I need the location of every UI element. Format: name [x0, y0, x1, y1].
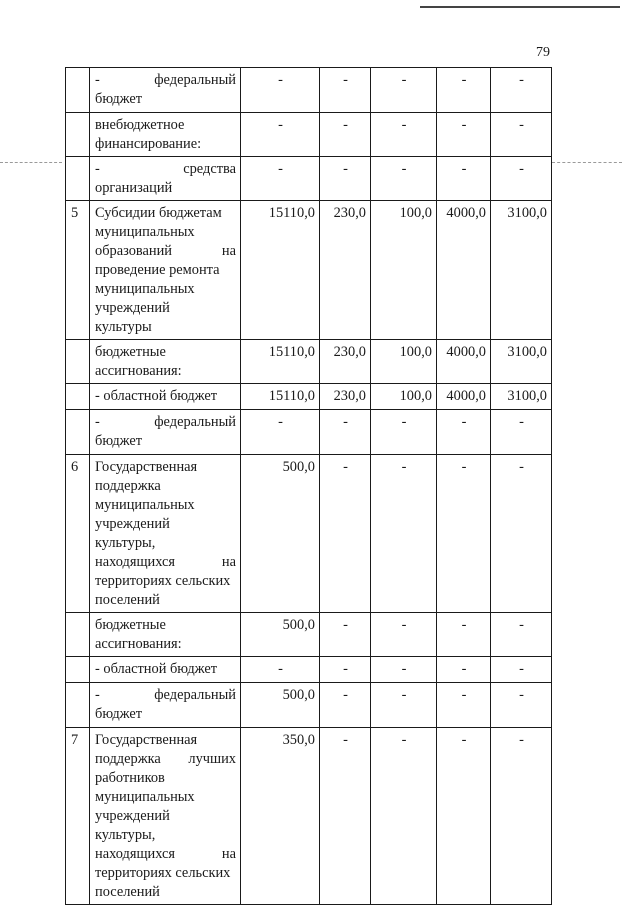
description-line: культуры, — [95, 827, 156, 843]
value-cell: - — [437, 728, 491, 905]
description-line: муниципальных — [95, 497, 195, 513]
row-number: 7 — [66, 728, 90, 905]
value-cell: - — [491, 683, 552, 728]
value-cell: - — [320, 657, 371, 683]
table-row — [66, 455, 552, 613]
table-row — [66, 157, 552, 201]
row-description — [90, 68, 241, 113]
value-cell: - — [437, 657, 491, 683]
table-row — [66, 340, 552, 384]
row-description — [90, 113, 241, 157]
value-cell: 3100,0 — [491, 340, 552, 384]
value-cell: - — [320, 728, 371, 905]
value-cell: - — [241, 68, 320, 113]
value-cell: - — [491, 455, 552, 613]
value-cell: - — [241, 410, 320, 455]
value-cell: - — [437, 410, 491, 455]
row-description — [90, 455, 241, 613]
value-cell: 500,0 — [241, 683, 320, 728]
value-cell: - — [371, 613, 437, 657]
description-line: поддержка лучших — [95, 751, 236, 767]
row-number — [66, 68, 90, 113]
value-cell: - — [491, 728, 552, 905]
description-line: бюджет — [95, 706, 143, 722]
value-cell: - — [371, 728, 437, 905]
row-number — [66, 410, 90, 455]
value-cell: 15110,0 — [241, 201, 320, 340]
budget-table — [65, 67, 552, 905]
description-line: - областной бюджет — [95, 388, 218, 404]
row-description — [90, 410, 241, 455]
value-cell: - — [437, 613, 491, 657]
scan-artifact-dash — [0, 162, 62, 163]
description-line: бюджет — [95, 433, 143, 449]
scan-artifact-dash — [552, 162, 622, 163]
value-cell: - — [437, 113, 491, 157]
description-line: финансирование: — [95, 136, 202, 152]
value-cell: 100,0 — [371, 384, 437, 410]
row-number — [66, 157, 90, 201]
description-line: Государственная — [95, 459, 198, 475]
value-cell: - — [437, 157, 491, 201]
value-cell: 15110,0 — [241, 384, 320, 410]
description-line: работников — [95, 770, 165, 786]
value-cell: 350,0 — [241, 728, 320, 905]
description-line: поддержка — [95, 478, 161, 494]
value-cell: - — [320, 455, 371, 613]
row-description — [90, 340, 241, 384]
row-description — [90, 683, 241, 728]
value-cell: - — [491, 157, 552, 201]
value-cell: 4000,0 — [437, 384, 491, 410]
value-cell: - — [491, 410, 552, 455]
description-line: находящихся на — [95, 846, 236, 862]
description-line: образований на — [95, 243, 236, 259]
description-line: поселений — [95, 592, 160, 608]
description-line: бюджетные — [95, 344, 166, 360]
description-line: муниципальных — [95, 789, 195, 805]
value-cell: - — [320, 410, 371, 455]
row-number — [66, 113, 90, 157]
description-line: учреждений — [95, 516, 170, 532]
row-number — [66, 613, 90, 657]
table-row — [66, 410, 552, 455]
row-number — [66, 683, 90, 728]
value-cell: 230,0 — [320, 340, 371, 384]
description-line: - федеральный — [95, 687, 236, 703]
value-cell: - — [320, 113, 371, 157]
description-line: - федеральный — [95, 72, 236, 88]
description-line: ассигнования: — [95, 636, 182, 652]
scan-edge-line — [420, 6, 620, 8]
row-description — [90, 157, 241, 201]
value-cell: 500,0 — [241, 613, 320, 657]
description-line: организаций — [95, 180, 173, 196]
table-row — [66, 68, 552, 113]
value-cell: - — [371, 455, 437, 613]
value-cell: 230,0 — [320, 201, 371, 340]
description-line: культуры — [95, 319, 152, 335]
value-cell: 3100,0 — [491, 384, 552, 410]
value-cell: - — [371, 683, 437, 728]
description-line: учреждений — [95, 808, 170, 824]
row-number: 5 — [66, 201, 90, 340]
description-line: Государственная — [95, 732, 198, 748]
value-cell: - — [320, 683, 371, 728]
value-cell: - — [437, 455, 491, 613]
row-description — [90, 613, 241, 657]
value-cell: - — [241, 657, 320, 683]
value-cell: 4000,0 — [437, 201, 491, 340]
value-cell: - — [371, 657, 437, 683]
value-cell: 4000,0 — [437, 340, 491, 384]
description-line: бюджетные — [95, 617, 166, 633]
description-line: проведение ремонта — [95, 262, 220, 278]
value-cell: - — [320, 68, 371, 113]
table-row — [66, 683, 552, 728]
row-description — [90, 657, 241, 683]
table-row — [66, 613, 552, 657]
value-cell: 100,0 — [371, 201, 437, 340]
description-line: территориях сельских — [95, 865, 231, 881]
row-description — [90, 728, 241, 905]
description-line: муниципальных — [95, 281, 195, 297]
value-cell: 500,0 — [241, 455, 320, 613]
description-line: - средства — [95, 161, 236, 177]
value-cell: - — [241, 157, 320, 201]
value-cell: - — [320, 157, 371, 201]
page-number: 79 — [536, 45, 550, 60]
value-cell: - — [241, 113, 320, 157]
row-description — [90, 201, 241, 340]
table-row — [66, 201, 552, 340]
value-cell: - — [491, 68, 552, 113]
value-cell: - — [371, 157, 437, 201]
row-number — [66, 657, 90, 683]
description-line: бюджет — [95, 91, 143, 107]
value-cell: 100,0 — [371, 340, 437, 384]
description-line: - областной бюджет — [95, 661, 218, 677]
description-line: поселений — [95, 884, 160, 900]
value-cell: 3100,0 — [491, 201, 552, 340]
value-cell: - — [491, 613, 552, 657]
description-line: внебюджетное — [95, 117, 185, 133]
row-number — [66, 340, 90, 384]
value-cell: - — [491, 657, 552, 683]
description-line: муниципальных — [95, 224, 195, 240]
table-row — [66, 657, 552, 683]
value-cell: - — [371, 68, 437, 113]
row-description — [90, 384, 241, 410]
value-cell: - — [437, 683, 491, 728]
description-line: ассигнования: — [95, 363, 182, 379]
description-line: учреждений — [95, 300, 170, 316]
table-row — [66, 113, 552, 157]
description-line: - федеральный — [95, 414, 236, 430]
row-number — [66, 384, 90, 410]
table-row — [66, 728, 552, 905]
description-line: территориях сельских — [95, 573, 231, 589]
description-line: Субсидии бюджетам — [95, 205, 222, 221]
value-cell: - — [320, 613, 371, 657]
row-number: 6 — [66, 455, 90, 613]
value-cell: - — [371, 113, 437, 157]
value-cell: - — [437, 68, 491, 113]
value-cell: 15110,0 — [241, 340, 320, 384]
value-cell: - — [371, 410, 437, 455]
value-cell: - — [491, 113, 552, 157]
table-row — [66, 384, 552, 410]
value-cell: 230,0 — [320, 384, 371, 410]
description-line: культуры, — [95, 535, 156, 551]
description-line: находящихся на — [95, 554, 236, 570]
